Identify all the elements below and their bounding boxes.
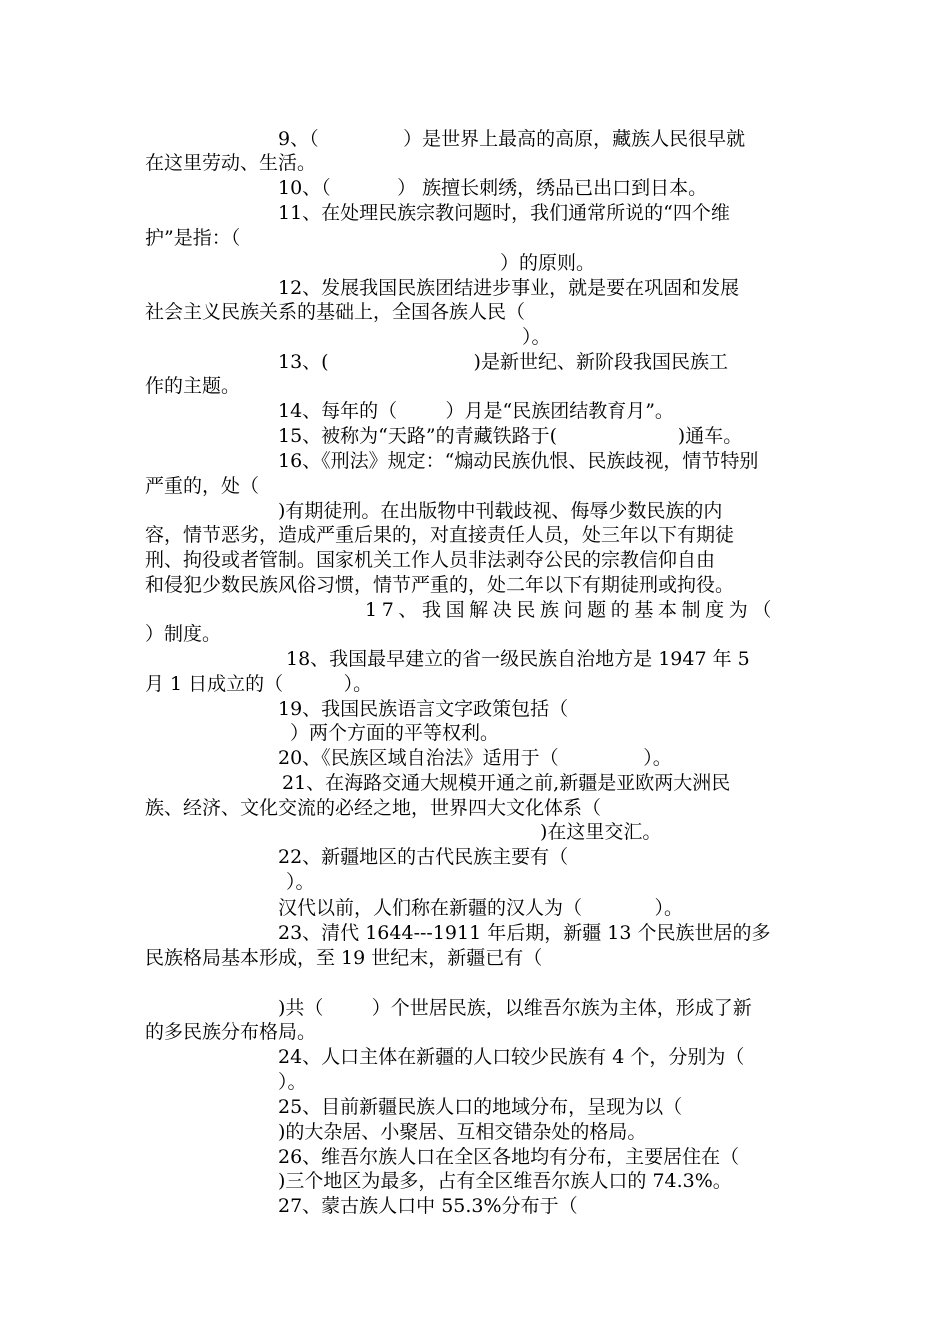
question-24-line-2: ）。 xyxy=(278,1071,307,1093)
question-22-line-3: 汉代以前，人们称在新疆的汉人为（ ）。 xyxy=(278,897,683,919)
question-16-line-2: 严重的，处（ xyxy=(145,475,260,497)
question-22-line-2: ）。 xyxy=(286,871,315,893)
question-21-line-2: 族、经济、文化交流的必经之地，世界四大文化体系（ xyxy=(145,797,602,819)
question-19-line-2: ）两个方面的平等权利。 xyxy=(290,722,500,744)
question-21-line-1: 21、在海路交通大规模开通之前,新疆是亚欧两大洲民 xyxy=(282,772,731,794)
question-18-line-1: 18、我国最早建立的省一级民族自治地方是 1947 年 5 xyxy=(286,648,750,670)
question-17-line-1: 17、我国解决民族问题的基本制度为（ xyxy=(365,599,776,621)
question-19-line-1: 19、我国民族语言文字政策包括（ xyxy=(278,698,569,720)
question-16-line-6: 和侵犯少数民族风俗习惯，情节严重的，处二年以下有期徒刑或拘役。 xyxy=(145,574,735,596)
question-14-line-1: 14、每年的（ ）月是“民族团结教育月”。 xyxy=(278,400,674,422)
question-15-line-1: 15、被称为“天路”的青藏铁路于( )通车。 xyxy=(278,425,743,447)
question-25-line-1: 25、目前新疆民族人口的地域分布，呈现为以（ xyxy=(278,1096,683,1118)
question-22-line-1: 22、新疆地区的古代民族主要有（ xyxy=(278,846,569,868)
question-18-line-2: 月 1 日成立的（ ）。 xyxy=(145,673,373,695)
question-9-line-1: 9、（ ）是世界上最高的高原，藏族人民很早就 xyxy=(278,128,746,150)
question-20-line-1: 20、《民族区域自治法》适用于（ ）。 xyxy=(278,747,672,769)
question-10-line-1: 10、（ ） 族擅长刺绣，绣品已出口到日本。 xyxy=(278,177,708,199)
question-16-line-4: 容，情节恶劣，造成严重后果的，对直接责任人员，处三年以下有期徒 xyxy=(145,524,735,546)
question-26-line-2: )三个地区为最多，占有全区维吾尔族人口的 74.3%。 xyxy=(278,1170,732,1192)
question-11-line-2: 护”是指：（ xyxy=(145,227,241,249)
question-11-line-1: 11、在处理民族宗教问题时，我们通常所说的“四个维 xyxy=(278,202,730,224)
question-27-line-1: 27、蒙古族人口中 55.3%分布于（ xyxy=(278,1195,578,1217)
question-25-line-2: )的大杂居、小聚居、互相交错杂处的格局。 xyxy=(278,1121,647,1143)
question-24-line-1: 24、人口主体在新疆的人口较少民族有 4 个，分别为（ xyxy=(278,1046,745,1068)
question-13-line-1: 13、( )是新世纪、新阶段我国民族工 xyxy=(278,351,728,373)
question-11-line-3: ）的原则。 xyxy=(500,252,596,274)
question-16-line-5: 刑、拘役或者管制。国家机关工作人员非法剥夺公民的宗教信仰自由 xyxy=(145,549,716,571)
question-23-line-2: 民族格局基本形成，至 19 世纪末，新疆已有（ xyxy=(145,947,543,969)
question-23-line-1: 23、清代 1644---1911 年后期，新疆 13 个民族世居的多 xyxy=(278,922,771,944)
question-12-line-3: ）。 xyxy=(522,326,551,348)
question-12-line-1: 12、发展我国民族团结进步事业，就是要在巩固和发展 xyxy=(278,277,740,299)
question-9-line-2: 在这里劳动、生活。 xyxy=(145,152,317,174)
question-12-line-2: 社会主义民族关系的基础上，全国各族人民（ xyxy=(145,301,526,323)
question-23-line-3: )共（ ）个世居民族，以维吾尔族为主体，形成了新 xyxy=(278,997,752,1019)
question-17-line-2: ）制度。 xyxy=(145,623,222,645)
question-21-line-3: )在这里交汇。 xyxy=(540,821,662,843)
question-16-line-3: )有期徒刑。在出版物中刊载歧视、侮辱少数民族的内 xyxy=(278,500,723,522)
question-23-line-4: 的多民族分布格局。 xyxy=(145,1021,317,1043)
question-13-line-2: 作的主题。 xyxy=(145,375,241,397)
question-26-line-1: 26、维吾尔族人口在全区各地均有分布，主要居住在（ xyxy=(278,1146,740,1168)
question-16-line-1: 16、《刑法》规定：“煽动民族仇恨、民族歧视，情节特别 xyxy=(278,450,759,472)
